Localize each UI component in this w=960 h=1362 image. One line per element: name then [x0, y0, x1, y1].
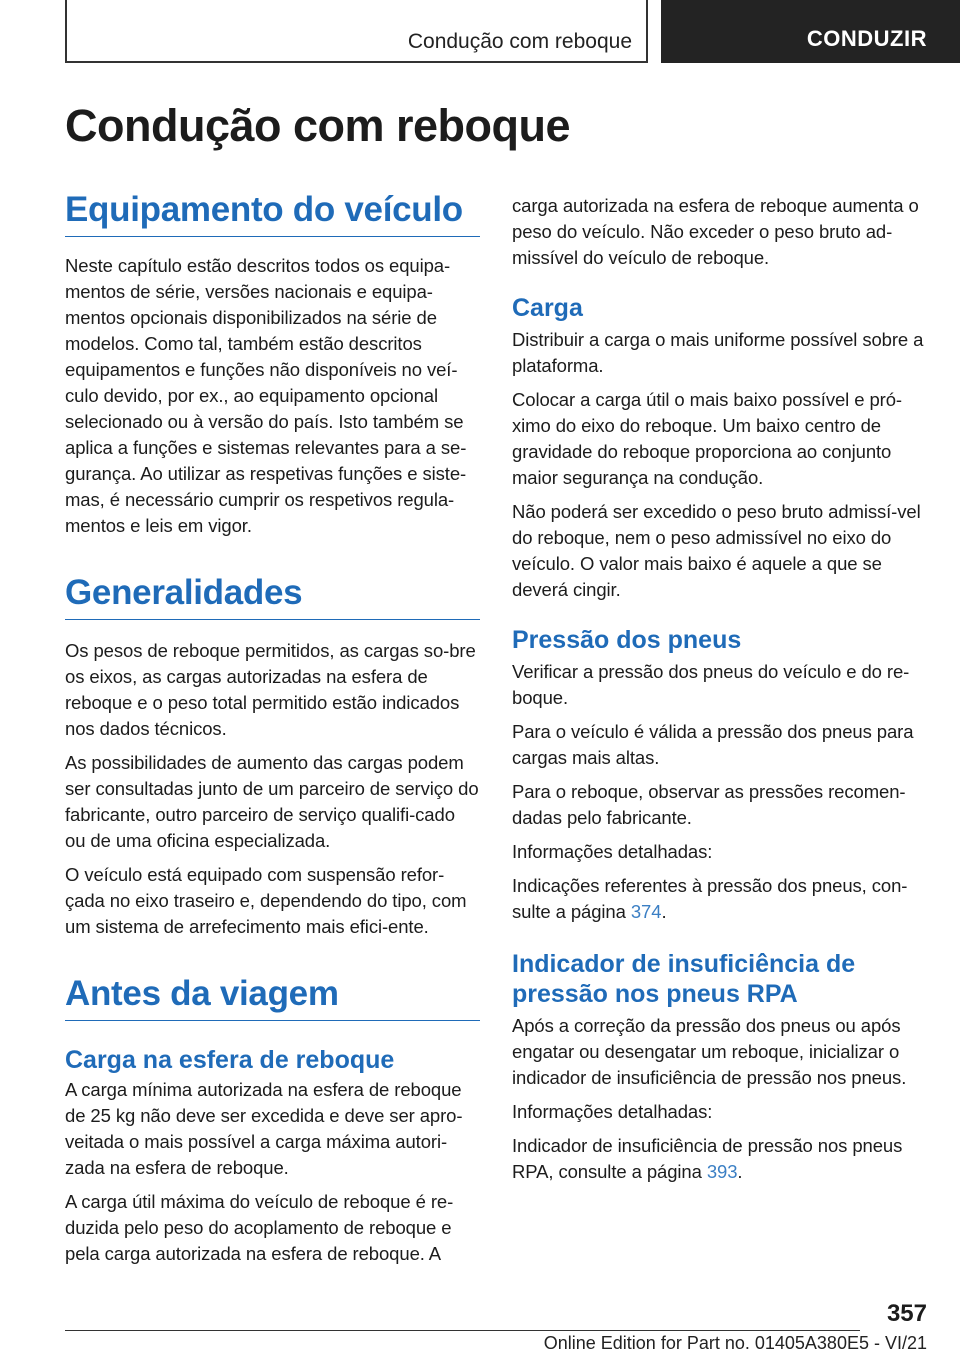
section-title: Condução com reboque	[407, 30, 632, 53]
chapter-tab-label: CONDUZIR	[806, 26, 927, 51]
heading-rpa: Indicador de insuficiência de pressão nos pneus RPA	[512, 950, 856, 1008]
heading-carga: Carga	[512, 294, 583, 322]
paragraph: A carga mínima autorizada na esfera de reboque de 25 kg não deve ser excedida e deve ser apro-veitada o mais possível a carga máxima autori-zada na esfera de reboque.	[65, 1079, 463, 1178]
paragraph: Os pesos de reboque permitidos, as cargas so-bre os eixos, as cargas autorizadas na esfera de reboque e o peso total permitido estão indicados nos dados técnicos.	[65, 640, 476, 739]
page-title: Condução com reboque	[65, 100, 571, 151]
heading-generalidades: Generalidades	[65, 573, 480, 620]
chapter-tab[interactable]	[661, 0, 960, 63]
paragraph: Para o veículo é válida a pressão dos pneus para cargas mais altas.	[512, 721, 914, 768]
heading-antes-da-viagem: Antes da viagem	[65, 974, 480, 1021]
paragraph: O veículo está equipado com suspensão refor-çada no eixo traseiro e, dependendo do tipo, com um sistema de arrefecimento mais efici-ente.	[65, 864, 467, 937]
footer-divider	[65, 1330, 860, 1331]
paragraph: Não poderá ser excedido o peso bruto admissí-vel do reboque, nem o peso admissível no eixo do veículo. O valor mais baixo é aquele a que se deverá cingir.	[512, 501, 921, 600]
paragraph: Verificar a pressão dos pneus do veículo e do re-boque.	[512, 661, 910, 708]
paragraph: Para o reboque, observar as pressões recomen-dadas pelo fabricante.	[512, 781, 906, 828]
paragraph: Colocar a carga útil o mais baixo possível e pró-ximo do eixo do reboque. Um baixo centro de gravidade do reboque proporciona ao conjunto maior segurança na condução.	[512, 389, 902, 488]
header-bar	[65, 0, 648, 63]
edition-note: Online Edition for Part no. 01405A380E5 - VI/21	[543, 1333, 927, 1353]
paragraph: carga autorizada na esfera de reboque aumenta o peso do veículo. Não exceder o peso bruto ad-missível do veículo de reboque.	[512, 195, 919, 268]
paragraph: Neste capítulo estão descritos todos os equipa-mentos de série, versões nacionais e equipa-mentos opcionais disponibilizados na série de modelos. Como tal, também estão descritos equipamentos e funções não disponíveis no veí-culo devido, por ex., ao equipamento opcional selecionado ou à versão do país. Isto também se aplica a funções e sistemas relevantes para a se-gurança. Ao utilizar as respetivas funções e siste-mas, é necessário cumprir os respetivos regula-mentos e leis em vigor.	[65, 255, 467, 536]
heading-equipamento: Equipamento do veículo	[65, 190, 480, 237]
heading-pressao-pneus: Pressão dos pneus	[512, 626, 742, 654]
paragraph: Distribuir a carga o mais uniforme possível sobre a plataforma.	[512, 329, 924, 376]
paragraph-text: Indicador de insuficiência de pressão nos pneus RPA, consulte a página	[512, 1135, 903, 1182]
heading-carga-esfera: Carga na esfera de reboque	[65, 1046, 395, 1074]
paragraph: Após a correção da pressão dos pneus ou após engatar ou desengatar um reboque, inicializar o indicador de insuficiência de pressão nos pneus.	[512, 1015, 907, 1088]
right-column	[512, 193, 927, 1185]
left-column	[65, 190, 480, 1267]
paragraph-text: Indicações referentes à pressão dos pneus, con-sulte a página	[512, 875, 908, 922]
paragraph-with-link: Indicador de insuficiência de pressão nos pneus RPA, consulte a página 393.	[512, 1135, 903, 1182]
paragraph: A carga útil máxima do veículo de reboque é re-duzida pelo peso do acoplamento de reboque e pela carga autorizada na esfera de reboque. A	[65, 1191, 454, 1264]
paragraph: Informações detalhadas:	[512, 1101, 713, 1122]
page-link-374[interactable]: 374	[630, 901, 662, 922]
paragraph: Informações detalhadas:	[512, 841, 713, 862]
paragraph-with-link: Indicações referentes à pressão dos pneus, con-sulte a página 374.	[512, 875, 908, 922]
paragraph: As possibilidades de aumento das cargas podem ser consultadas junto de um parceiro de serviço do fabricante, outro parceiro de serviço qualifi-cado ou de uma oficina especializada.	[65, 752, 479, 851]
page-number: 357	[886, 1300, 927, 1327]
page-link-393[interactable]: 393	[706, 1161, 738, 1182]
